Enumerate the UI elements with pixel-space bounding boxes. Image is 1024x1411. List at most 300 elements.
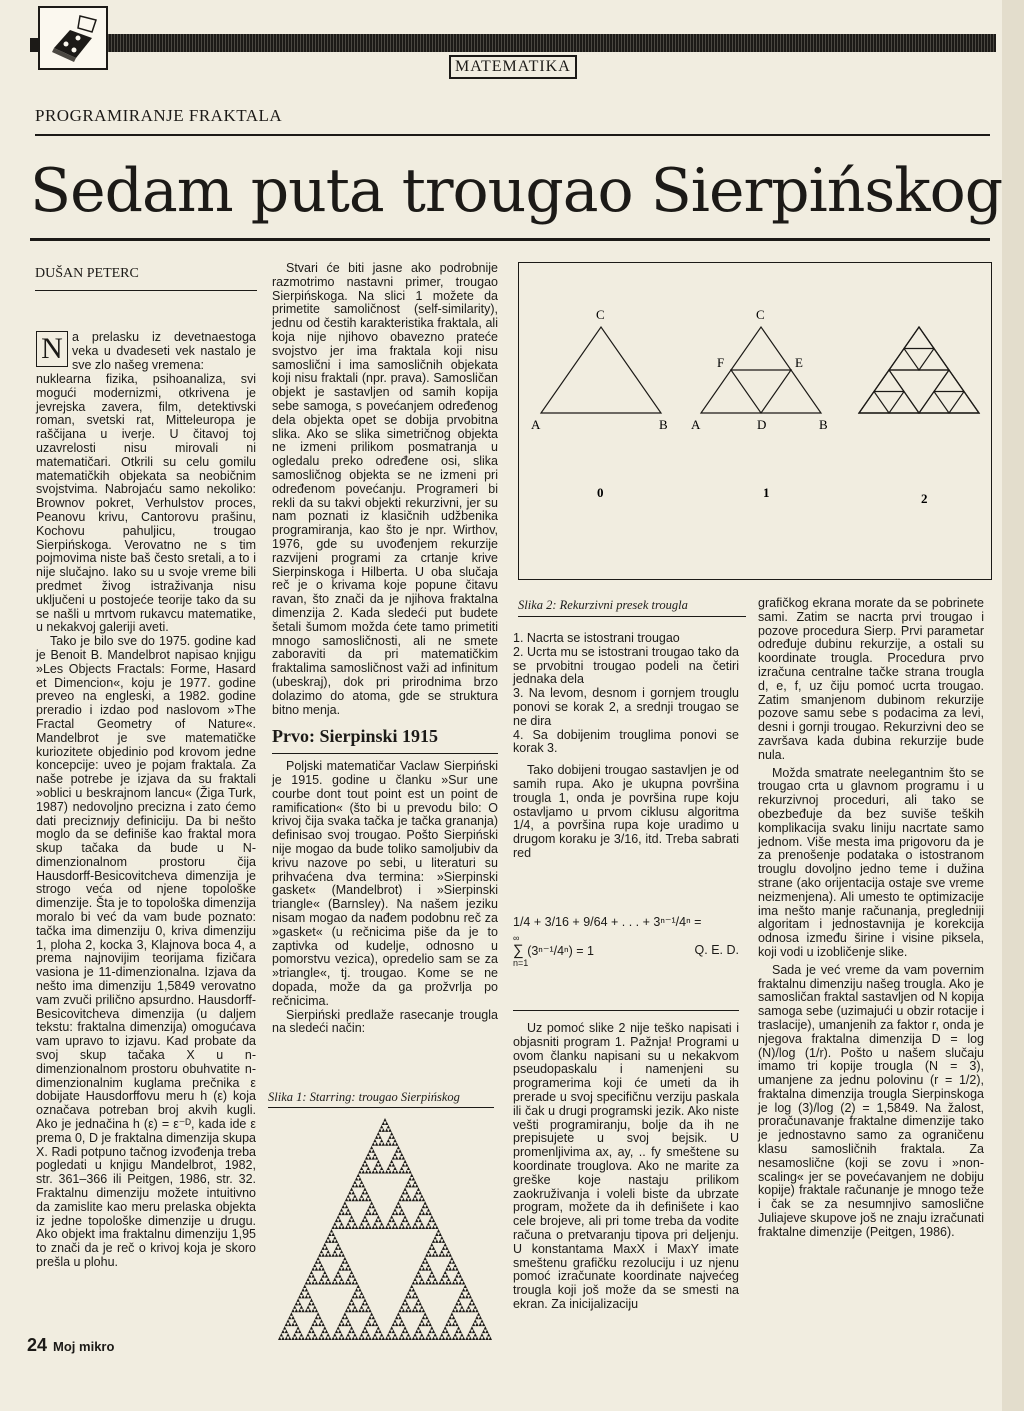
sierpinski-triangle-part <box>418 1274 421 1277</box>
sierpinski-triangle-part <box>321 1246 324 1249</box>
sierpinski-triangle-part <box>321 1274 324 1277</box>
sierpinski-triangle-part <box>400 1194 403 1197</box>
column-2 <box>272 262 498 1036</box>
sierpinski-triangle-part <box>387 1139 390 1142</box>
sierpinski-triangle-part <box>352 1330 355 1333</box>
sierpinski-triangle-part <box>335 1274 338 1277</box>
sierpinski-triangle-part <box>415 1184 418 1187</box>
sierpinski-triangle-part <box>360 1222 363 1225</box>
sierpinski-triangle-part <box>459 1330 462 1333</box>
sierpinski-triangle-part <box>432 1219 435 1222</box>
sierpinski-triangle-part <box>447 1319 450 1322</box>
triangle-outline <box>889 392 919 414</box>
page-edge <box>1002 0 1024 1411</box>
label-b1: B <box>819 417 828 432</box>
sierpinski-triangle-part <box>357 1174 360 1177</box>
sierpinski-triangle-part <box>373 1139 376 1142</box>
sierpinski-triangle-part <box>400 1305 403 1308</box>
sierpinski-triangle-part <box>353 1333 356 1336</box>
triangle-outline <box>889 349 919 371</box>
sierpinski-triangle-part <box>382 1226 385 1229</box>
sierpinski-triangle-part <box>295 1302 298 1305</box>
sierpinski-triangle-part <box>435 1226 438 1229</box>
sierpinski-triangle-part <box>385 1142 388 1145</box>
sierpinski-triangle-part <box>318 1260 321 1263</box>
sierpinski-triangle-part <box>420 1305 423 1308</box>
sierpinski-triangle-part <box>428 1267 431 1270</box>
sierpinski-triangle-part <box>340 1264 343 1267</box>
sierpinski-triangle-part <box>306 1305 309 1308</box>
sierpinski-triangle-part <box>387 1167 390 1170</box>
sierpinski-triangle-part <box>305 1295 308 1298</box>
sierpinski-triangle-part <box>320 1278 323 1281</box>
sierpinski-triangle-part <box>295 1323 298 1326</box>
sierpinski-triangle-part <box>454 1264 457 1267</box>
triangle-outline <box>919 349 949 371</box>
sierpinski-triangle-part <box>415 1302 418 1305</box>
sierpinski-triangle-part <box>315 1267 318 1270</box>
sierpinski-triangle-part <box>288 1323 291 1326</box>
sierpinski-triangle-part <box>420 1319 423 1322</box>
sierpinski-triangle-part <box>439 1232 442 1235</box>
sierpinski-triangle-part <box>338 1274 341 1277</box>
sierpinski-triangle-part <box>320 1250 323 1253</box>
sierpinski-triangle-part <box>388 1170 391 1173</box>
sierpinski-triangle-part <box>342 1253 345 1256</box>
header-bar-left <box>30 38 38 52</box>
triangle-outline <box>949 392 979 414</box>
sierpinski-triangle-part <box>400 1153 403 1156</box>
sierpinski-triangle-part <box>373 1167 376 1170</box>
sierpinski-triangle-part <box>433 1333 436 1336</box>
sierpinski-triangle-part <box>422 1323 425 1326</box>
sierpinski-triangle-part <box>439 1337 442 1340</box>
sierpinski-triangle-part <box>335 1330 338 1333</box>
sierpinski-drawing <box>272 1114 498 1344</box>
step: 1. Nacrta se istostrani trougao <box>513 631 680 645</box>
sierpinski-triangle-part <box>435 1232 438 1235</box>
sierpinski-triangle-part <box>403 1298 406 1301</box>
sierpinski-triangle-part <box>423 1312 426 1315</box>
sierpinski-triangle-part <box>372 1226 375 1229</box>
sierpinski-triangle-part <box>280 1333 283 1336</box>
sierpinski-triangle-part <box>412 1281 415 1284</box>
sierpinski-triangle-part <box>365 1191 368 1194</box>
sierpinski-triangle-part <box>395 1226 398 1229</box>
sierpinski-triangle-part <box>332 1239 335 1242</box>
sierpinski-triangle-part <box>290 1312 293 1315</box>
sierpinski-triangle-part <box>407 1180 410 1183</box>
sierpinski-triangle-part <box>353 1194 356 1197</box>
sierpinski-triangle-part <box>348 1212 351 1215</box>
sierpinski-triangle-part <box>408 1177 411 1180</box>
sierpinski-triangle-part <box>355 1288 358 1291</box>
sierpinski-triangle-part <box>445 1253 448 1256</box>
sierpinski-triangle-part <box>335 1337 338 1340</box>
sierpinski-triangle-part <box>422 1309 425 1312</box>
sierpinski-triangle-part <box>392 1142 395 1145</box>
sierpinski-triangle-part <box>427 1250 430 1253</box>
sierpinski-triangle-part <box>306 1333 309 1336</box>
sierpinski-triangle-part <box>439 1253 442 1256</box>
sierpinski-triangle-part <box>412 1184 415 1187</box>
sierpinski-triangle-part <box>405 1226 408 1229</box>
sierpinski-triangle-part <box>433 1278 436 1281</box>
sierpinski-triangle-part <box>350 1215 353 1218</box>
sierpinski-triangle-part <box>285 1337 288 1340</box>
sierpinski-triangle-part <box>325 1281 328 1284</box>
sierpinski-triangle-part <box>318 1281 321 1284</box>
sierpinski-triangle-part <box>489 1337 492 1340</box>
sierpinski-triangle-part <box>370 1146 373 1149</box>
sierpinski-triangle-part <box>318 1316 321 1319</box>
sierpinski-triangle-part <box>422 1260 425 1263</box>
sierpinski-triangle-part <box>372 1142 375 1145</box>
triangle-outline <box>934 370 964 392</box>
sierpinski-triangle-part <box>400 1333 403 1336</box>
sierpinski-triangle-part <box>332 1226 335 1229</box>
paragraph: Možda smatrate neelegantnim što se trougao crta u glavnom programu i u rekurzivnoj proceduri, ali tako se obezbeđuje da bez suviše teških komplikacija svaku liniju nacrtate samo jednom. Više mesta ima prigovoru da je za prenošenje podataka o istostranom trouglu dovoljno jedno teme i dužina strane (ako orijentacija ostaje sve vreme neizmenjena). Ali umesto te optimizacije ima nešto manje računanja, pregledniji algoritam i jednostavnija je korekcija odnosa između širine i visine piksela, koji vodi u izobličenje slike. <box>758 765 984 959</box>
sierpinski-triangle-part <box>420 1194 423 1197</box>
sierpinski-triangle-part <box>444 1326 447 1329</box>
sierpinski-triangle-part <box>422 1316 425 1319</box>
sierpinski-triangle-part <box>375 1212 378 1215</box>
sierpinski-triangle-part <box>385 1121 388 1124</box>
sierpinski-triangle-part <box>442 1330 445 1333</box>
sierpinski-triangle-part <box>338 1323 341 1326</box>
sierpinski-triangle-part <box>352 1226 355 1229</box>
sierpinski-triangle-part <box>370 1312 373 1315</box>
sierpinski-triangle-part <box>308 1309 311 1312</box>
sierpinski-triangle-part <box>410 1285 413 1288</box>
sierpinski-triangle-part <box>372 1323 375 1326</box>
sierpinski-triangle-part <box>291 1323 294 1326</box>
sierpinski-triangle-part <box>360 1194 363 1197</box>
sierpinski-triangle-part <box>485 1337 488 1340</box>
sierpinski-triangle-part <box>338 1212 341 1215</box>
sierpinski-triangle-part <box>321 1337 324 1340</box>
sierpinski-triangle-part <box>407 1222 410 1225</box>
sierpinski-triangle-part <box>487 1333 490 1336</box>
sierpinski-triangle-part <box>474 1319 477 1322</box>
label-c1: C <box>756 307 765 322</box>
sierpinski-triangle-part <box>472 1302 475 1305</box>
sierpinski-triangle-part <box>368 1205 371 1208</box>
sierpinski-triangle-part <box>308 1330 311 1333</box>
sierpinski-triangle-part <box>393 1167 396 1170</box>
sierpinski-triangle-part <box>332 1281 335 1284</box>
sierpinski-triangle-part <box>355 1295 358 1298</box>
sierpinski-triangle-part <box>368 1170 371 1173</box>
sierpinski-triangle-part <box>415 1330 418 1333</box>
sierpinski-triangle-part <box>454 1278 457 1281</box>
sierpinski-triangle-part <box>303 1285 306 1288</box>
sierpinski-triangle-part <box>405 1219 408 1222</box>
label-f1: F <box>717 355 725 370</box>
paragraph: Poljski matematičar Vaclaw Sierpiński je 1915. godine u članku »Sur une courbe dont tout point est un point de ramification« (što bi u prevodu bilo: O krivoj čija svaka tačka je tačka grananja) definisao svoj trougao. Pošto Sierpiński nije mogao da bude toliko samoljubiv da krivu nazove po sebi, u literaturi su prihvaćena dva termina: »Sierpinski gasket« (Mandelbrot) i »Sierpinski triangle« (Barnsley). Na našem jeziku nisam mogao da nađem podobnu reč za »gasket« (u rečnicima piše da je to zaptivka od kudelje, odnosno u pomorstvu vezica), opredelio sam se za »triangle«, tj. trougao. Kome se ne dopada, može da ga prožvrlja po rečnicima. <box>272 759 498 1008</box>
sierpinski-triangle-part <box>326 1250 329 1253</box>
sierpinski-triangle-part <box>418 1330 421 1333</box>
sierpinski-triangle-part <box>442 1274 445 1277</box>
sierpinski-triangle-part <box>377 1215 380 1218</box>
sierpinski-triangle-part <box>345 1316 348 1319</box>
sierpinski-triangle-part <box>418 1302 421 1305</box>
sierpinski-triangle-part <box>323 1243 326 1246</box>
sierpinski-triangle-part <box>479 1316 482 1319</box>
sierpinski-triangle-part <box>345 1260 348 1263</box>
sierpinski-triangle-part <box>363 1160 366 1163</box>
sierpinski-triangle-part <box>425 1316 428 1319</box>
sierpinski-triangle-part <box>425 1267 428 1270</box>
figure-2-caption: Slika 2: Rekurzivni presek trougla <box>518 598 688 612</box>
sierpinski-triangle-part <box>291 1337 294 1340</box>
sierpinski-triangle-part <box>343 1312 346 1315</box>
sierpinski-triangle-part <box>315 1323 318 1326</box>
sierpinski-triangle-part <box>367 1167 370 1170</box>
sierpinski-triangle-part <box>382 1128 385 1131</box>
sierpinski-triangle-part <box>380 1222 383 1225</box>
sierpinski-triangle-part <box>375 1156 378 1159</box>
sierpinski-triangle-part <box>392 1226 395 1229</box>
sierpinski-triangle-part <box>285 1323 288 1326</box>
sierpinski-triangle-part <box>347 1208 350 1211</box>
sierpinski-triangle-part <box>440 1333 443 1336</box>
paragraph: Sada je već vreme da vam povernim fraktalnu dimenziju našeg trougla. Ako je samosličan fraktal sastavljen od N kopija samoga sebe (uzimajući u obzir rotacije i traslacije), umanjenih za faktor r, onda je njegova fraktalna dimenzija D = log (N)/log (1/r). Pošto u našem slučaju imamo tri kopije trougla (N = 3), umanjene za jednu polovinu (r = 1/2), fraktalna dimenzija trougla Sierpinskoga je log (3)/log (2) = 1,5849. Na žalost, proračunavanje fraktalne dimenzije tako je jednostavno samo za ograničenu klasu samosličnih fraktala. Za nesamoslične (koji se zovu i »non-scaling« jer se povećavanjem ne dobiju kopije) fraktale računanje je mnogo teže i čak se za nesumnjivo samoslične Juliajeve skupove još ne znaju izračunati fraktalne dimenzije (Peitgen, 1986). <box>758 962 984 1239</box>
sierpinski-triangle-part <box>345 1337 348 1340</box>
sierpinski-triangle-part <box>400 1167 403 1170</box>
sierpinski-triangle-part <box>301 1288 304 1291</box>
sierpinski-triangle-part <box>286 1319 289 1322</box>
paragraph: nuklearna fizika, psihoanaliza, svi mogući modernizmi, otkrivena je jevrejska zavera, film, detektivski roman, svetski rat, Mitteleuropa je raščijana u iverje. U čitavoj toj uzavrelosti nisu mirovali ni matematičari. Otkrili su celu gomilu matematičkih objekata sa neobičnim svojstvima. Nabrojaću samo nekoliko: Brownov pokret, Verhulstov proces, Peanovu krivu, Cantorovu prašinu, Kochovu pahuljicu, trougao Sierpińskoga. Verovatno ne s tim pojmovima niste baš često sretali, a to i nije slučajno. Iako su u svoje vreme bili predmet živog istraživanja nisu uključeni u postojeće teorije tako da su se našli u mrtvom rukavcu matematike, u nekakvoj galeriji aveti. <box>36 372 256 635</box>
sierpinski-triangle-part <box>367 1222 370 1225</box>
sierpinski-triangle-part <box>422 1337 425 1340</box>
sierpinski-triangle-part <box>452 1267 455 1270</box>
sierpinski-triangle-part <box>422 1281 425 1284</box>
sierpinski-triangle-part <box>403 1160 406 1163</box>
sierpinski-triangle-part <box>402 1163 405 1166</box>
step: 3. Na levom, desnom i gornjem trouglu ponovi se korak 2, a srednji trougao se ne dira <box>513 686 739 728</box>
sierpinski-triangle-part <box>392 1170 395 1173</box>
sierpinski-triangle-part <box>388 1135 391 1138</box>
sierpinski-triangle-part <box>335 1253 338 1256</box>
sierpinski-triangle-part <box>402 1198 405 1201</box>
sierpinski-triangle-part <box>445 1330 448 1333</box>
sierpinski-triangle-part <box>365 1323 368 1326</box>
sierpinski-triangle-part <box>452 1309 455 1312</box>
sierpinski-triangle-part <box>311 1309 314 1312</box>
sierpinski-triangle-part <box>462 1309 465 1312</box>
sierpinski-triangle-part <box>308 1302 311 1305</box>
sierpinski-triangle-part <box>405 1191 408 1194</box>
sierpinski-triangle-part <box>348 1309 351 1312</box>
sierpinski-triangle-part <box>285 1330 288 1333</box>
sierpinski-triangle-part <box>428 1337 431 1340</box>
sierpinski-triangle-part <box>422 1198 425 1201</box>
sierpinski-triangle-part <box>467 1291 470 1294</box>
sierpinski-triangle-part <box>293 1333 296 1336</box>
sierpinski-triangle-part <box>310 1326 313 1329</box>
sierpinski-triangle-part <box>373 1222 376 1225</box>
paragraph: grafičkog ekrana morate da se pobrinete sami. Zatim se nacrta prvi trougao i pozove procedura Sierp. Prvi parametar određuje dubinu rekurzije, a ostali su koordinate trougla. Procedura prvo izračuna centralne tačke strana trougla d, e, f, uz čiju pomoć ucrta trougao. Zatim smanjenom dubinom rekurzije pozove samu sebe s podacima za levi, desni i gornji trougao. Rekurzivni deo se završava kada dubina rekurzije bude nula. <box>758 596 984 762</box>
sierpinski-triangle-part <box>320 1319 323 1322</box>
sierpinski-triangle-part <box>365 1212 368 1215</box>
sierpinski-triangle-part <box>367 1319 370 1322</box>
sierpinski-triangle-part <box>455 1281 458 1284</box>
sierpinski-triangle-part <box>408 1198 411 1201</box>
sierpinski-triangle-part <box>442 1281 445 1284</box>
sierpinski-triangle-part <box>305 1309 308 1312</box>
sierpinski-triangle-part <box>362 1219 365 1222</box>
sierpinski-triangle-part <box>301 1295 304 1298</box>
sierpinski-triangle-part <box>400 1319 403 1322</box>
sierpinski-triangle-part <box>360 1167 363 1170</box>
sierpinski-triangle-part <box>430 1326 433 1329</box>
sierpinski-triangle-part <box>427 1222 430 1225</box>
sierpinski-triangle-part <box>378 1219 381 1222</box>
sierpinski-triangle-part <box>345 1323 348 1326</box>
sierpinski-triangle-part <box>338 1253 341 1256</box>
sierpinski-triangle-part <box>293 1305 296 1308</box>
headline: Sedam puta trougao Sierpińskog <box>30 156 1003 226</box>
sierpinski-triangle-part <box>350 1271 353 1274</box>
sierpinski-triangle-part <box>412 1309 415 1312</box>
sierpinski-triangle-part <box>445 1274 448 1277</box>
sierpinski-triangle-part <box>459 1295 462 1298</box>
sierpinski-triangle-part <box>372 1316 375 1319</box>
sierpinski-triangle-part <box>313 1333 316 1336</box>
sierpinski-triangle-part <box>358 1226 361 1229</box>
sierpinski-triangle-part <box>353 1291 356 1294</box>
sierpinski-triangle-part <box>350 1326 353 1329</box>
sierpinski-triangle-part <box>452 1316 455 1319</box>
sierpinski-triangle-part <box>455 1274 458 1277</box>
sierpinski-triangle-part <box>340 1333 343 1336</box>
label-a0: A <box>531 417 541 432</box>
sierpinski-triangle-part <box>373 1333 376 1336</box>
sierpinski-triangle-part <box>455 1267 458 1270</box>
sierpinski-triangle-part <box>375 1330 378 1333</box>
sierpinski-triangle-part <box>342 1212 345 1215</box>
sierpinski-triangle-part <box>338 1219 341 1222</box>
qed: Q. E. D. <box>694 943 739 957</box>
sierpinski-triangle-part <box>342 1226 345 1229</box>
sierpinski-triangle-part <box>412 1198 415 1201</box>
sierpinski-triangle-part <box>352 1184 355 1187</box>
sierpinski-triangle-part <box>390 1160 393 1163</box>
sierpinski-triangle-part <box>355 1281 358 1284</box>
sierpinski-triangle-part <box>398 1337 401 1340</box>
sierpinski-triangle-part <box>347 1305 350 1308</box>
sierpinski-triangle-part <box>428 1226 431 1229</box>
sierpinski-triangle-part <box>392 1156 395 1159</box>
sierpinski-triangle-part <box>452 1260 455 1263</box>
triangle-outline <box>919 392 949 414</box>
sierpinski-triangle-part <box>305 1288 308 1291</box>
sierpinski-triangle-part <box>298 1337 301 1340</box>
sierpinski-triangle-part <box>415 1219 418 1222</box>
sierpinski-triangle-part <box>365 1226 368 1229</box>
sierpinski-triangle-part <box>417 1215 420 1218</box>
sierpinski-triangle-part <box>313 1319 316 1322</box>
sierpinski-triangle-part <box>469 1330 472 1333</box>
sierpinski-triangle-part <box>378 1128 381 1131</box>
sierpinski-triangle-part <box>295 1337 298 1340</box>
figure-number-2: 2 <box>921 491 928 506</box>
sierpinski-triangle-part <box>469 1337 472 1340</box>
kicker: PROGRAMIRANJE FRAKTALA <box>35 106 283 125</box>
sierpinski-triangle-part <box>417 1187 420 1190</box>
sierpinski-triangle-part <box>405 1309 408 1312</box>
sierpinski-triangle-part <box>425 1260 428 1263</box>
sierpinski-triangle-part <box>455 1330 458 1333</box>
sierpinski-triangle-part <box>440 1250 443 1253</box>
sierpinski-triangle-part <box>300 1333 303 1336</box>
sierpinski-triangle-part <box>325 1274 328 1277</box>
sierpinski-triangle-part <box>407 1333 410 1336</box>
section-tag: MATEMATIKA <box>449 55 577 79</box>
sierpinski-triangle-part <box>375 1337 378 1340</box>
sierpinski-triangle-part <box>333 1250 336 1253</box>
sierpinski-triangle-part <box>365 1337 368 1340</box>
label-e1: E <box>795 355 803 370</box>
sierpinski-triangle-part <box>455 1337 458 1340</box>
sum-upper-limit: ∞ <box>513 933 520 943</box>
sierpinski-triangle-part <box>412 1226 415 1229</box>
sierpinski-triangle-part <box>368 1212 371 1215</box>
sierpinski-triangle-part <box>415 1226 418 1229</box>
sierpinski-triangle-part <box>455 1323 458 1326</box>
sierpinski-triangle-part <box>459 1302 462 1305</box>
sierpinski-triangle-part <box>435 1281 438 1284</box>
sierpinski-triangle-part <box>435 1239 438 1242</box>
sierpinski-triangle-part <box>365 1309 368 1312</box>
sierpinski-triangle-part <box>460 1278 463 1281</box>
sierpinski-triangle-part <box>367 1333 370 1336</box>
sierpinski-triangle-part <box>355 1337 358 1340</box>
sierpinski-triangle-part <box>415 1337 418 1340</box>
sierpinski-triangle-part <box>298 1302 301 1305</box>
sierpinski-triangle-part <box>415 1309 418 1312</box>
sierpinski-triangle-part <box>485 1330 488 1333</box>
sierpinski-triangle-part <box>375 1219 378 1222</box>
sierpinski-triangle-part <box>328 1281 331 1284</box>
sierpinski-triangle-part <box>378 1135 381 1138</box>
sierpinski-triangle-part <box>392 1330 395 1333</box>
sierpinski-triangle-part <box>355 1177 358 1180</box>
sierpinski-triangle-part <box>428 1219 431 1222</box>
sierpinski-triangle-part <box>360 1180 363 1183</box>
sierpinski-triangle-part <box>403 1187 406 1190</box>
sierpinski-triangle-part <box>445 1323 448 1326</box>
sierpinski-triangle-part <box>383 1118 386 1121</box>
sierpinski-triangle-part <box>420 1208 423 1211</box>
sierpinski-triangle-part <box>348 1274 351 1277</box>
sierpinski-triangle-part <box>388 1219 391 1222</box>
sierpinski-triangle-part <box>482 1323 485 1326</box>
sierpinski-triangle-part <box>418 1198 421 1201</box>
sierpinski-triangle-part <box>452 1323 455 1326</box>
sierpinski-triangle-part <box>413 1180 416 1183</box>
sierpinski-triangle-part <box>413 1194 416 1197</box>
sierpinski-triangle-part <box>392 1135 395 1138</box>
sierpinski-triangle-part <box>320 1333 323 1336</box>
subheading-rule <box>272 753 498 754</box>
sierpinski-triangle-part <box>395 1316 398 1319</box>
sierpinski-triangle-part <box>335 1239 338 1242</box>
sierpinski-triangle-part <box>437 1229 440 1232</box>
sierpinski-triangle-part <box>405 1337 408 1340</box>
sierpinski-triangle-part <box>422 1212 425 1215</box>
